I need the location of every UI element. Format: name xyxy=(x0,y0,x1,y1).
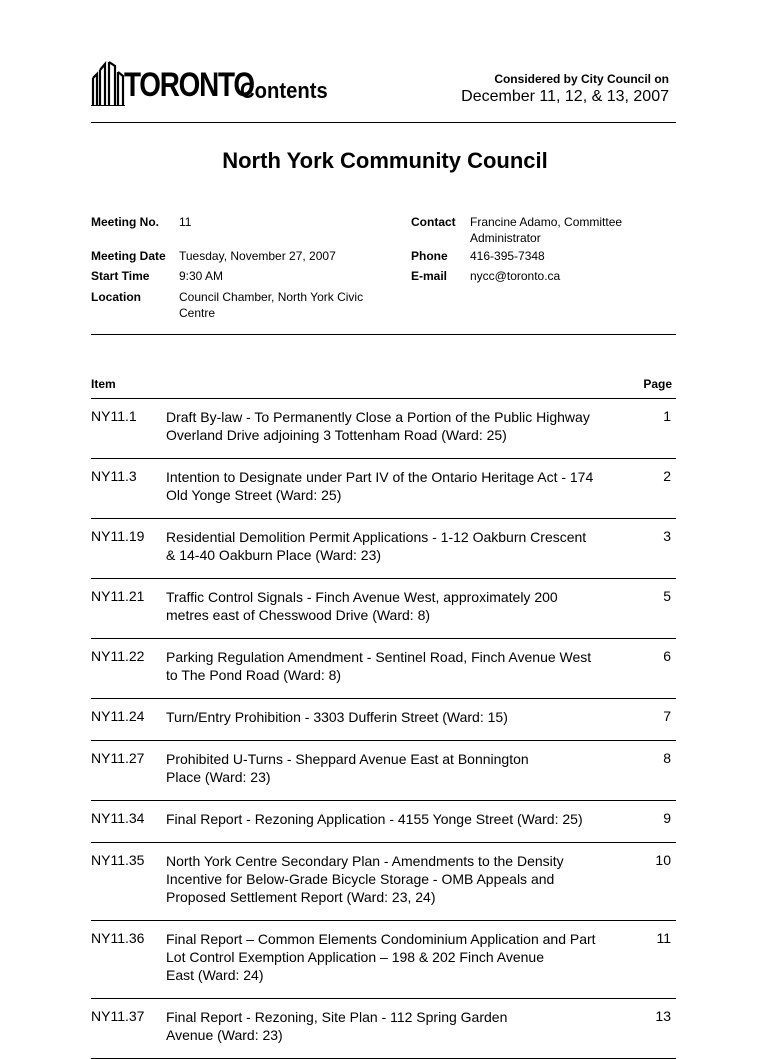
item-description-line: Draft By-law - To Permanently Close a Portion of the Public Highway xyxy=(166,409,590,425)
item-description[interactable] xyxy=(166,852,636,906)
item-description-line: Prohibited U-Turns - Sheppard Avenue East at Bonnington xyxy=(166,751,529,767)
page-column-header: Page xyxy=(643,377,672,391)
item-page-number: 7 xyxy=(663,708,671,724)
table-row[interactable] xyxy=(91,852,676,906)
contact-label: Contact xyxy=(411,215,456,229)
table-row[interactable] xyxy=(91,468,676,504)
item-description[interactable] xyxy=(166,708,636,726)
item-column-header: Item xyxy=(91,377,116,391)
item-description-line: Intention to Designate under Part IV of the Ontario Heritage Act - 174 xyxy=(166,469,594,485)
item-description-line: Final Report - Rezoning, Site Plan - 112 Spring Garden xyxy=(166,1009,508,1025)
item-page-number: 13 xyxy=(655,1008,671,1024)
page-header xyxy=(91,58,676,124)
row-divider xyxy=(91,842,676,843)
meta-divider xyxy=(91,334,676,335)
item-description-line: East (Ward: 24) xyxy=(166,967,264,983)
item-code: NY11.36 xyxy=(91,930,145,946)
item-code: NY11.22 xyxy=(91,648,145,664)
item-description[interactable] xyxy=(166,528,636,564)
header-divider xyxy=(91,122,676,123)
row-divider xyxy=(91,398,676,399)
row-divider xyxy=(91,920,676,921)
item-description-line: Incentive for Below-Grade Bicycle Storage - OMB Appeals and xyxy=(166,871,555,887)
considered-label: Considered by City Council on xyxy=(494,72,669,86)
item-page-number: 3 xyxy=(663,528,671,544)
row-divider xyxy=(91,578,676,579)
item-page-number: 9 xyxy=(663,810,671,826)
item-description[interactable] xyxy=(166,1008,636,1044)
item-description-line: Parking Regulation Amendment - Sentinel Road, Finch Avenue West xyxy=(166,649,592,665)
item-description-line: to The Pond Road (Ward: 8) xyxy=(166,667,342,683)
row-divider xyxy=(91,458,676,459)
item-code: NY11.27 xyxy=(91,750,145,766)
item-description-line: Final Report - Rezoning Application - 4155 Yonge Street (Ward: 25) xyxy=(166,811,583,827)
meeting-date-value: Tuesday, November 27, 2007 xyxy=(179,249,336,263)
city-hall-icon xyxy=(91,60,125,106)
item-description-line: Final Report – Common Elements Condominium Application and Part xyxy=(166,931,596,947)
item-description-line: & 14-40 Oakburn Place (Ward: 23) xyxy=(166,547,382,563)
item-description[interactable] xyxy=(166,408,636,444)
item-description[interactable] xyxy=(166,648,636,684)
table-row[interactable] xyxy=(91,528,676,564)
table-row[interactable] xyxy=(91,750,676,786)
item-description[interactable] xyxy=(166,588,636,624)
meeting-no-label: Meeting No. xyxy=(91,215,159,229)
item-page-number: 2 xyxy=(663,468,671,484)
meeting-date-label: Meeting Date xyxy=(91,249,166,263)
item-description-line: Proposed Settlement Report (Ward: 23, 24) xyxy=(166,889,436,905)
item-description[interactable] xyxy=(166,810,636,828)
item-page-number: 6 xyxy=(663,648,671,664)
item-page-number: 5 xyxy=(663,588,671,604)
location-label: Location xyxy=(91,290,141,304)
item-page-number: 1 xyxy=(663,408,671,424)
item-description[interactable] xyxy=(166,750,636,786)
row-divider xyxy=(91,638,676,639)
location-value-line1: Council Chamber, North York Civic xyxy=(179,290,364,304)
contact-value-line1: Francine Adamo, Committee xyxy=(470,215,623,229)
council-dates: December 11, 12, & 13, 2007 xyxy=(461,88,669,105)
item-description-line: Old Yonge Street (Ward: 25) xyxy=(166,487,342,503)
phone-value: 416-395-7348 xyxy=(470,249,545,263)
item-page-number: 10 xyxy=(655,852,671,868)
item-description-line: Turn/Entry Prohibition - 3303 Dufferin Street (Ward: 15) xyxy=(166,709,508,725)
toronto-logo xyxy=(91,58,331,108)
page-title: North York Community Council xyxy=(222,148,548,173)
item-code: NY11.34 xyxy=(91,810,145,826)
item-description-line: North York Centre Secondary Plan - Amendments to the Density xyxy=(166,853,564,869)
item-code: NY11.3 xyxy=(91,468,137,484)
contents-label: Contents xyxy=(240,78,328,103)
table-row[interactable] xyxy=(91,588,676,624)
start-time-label: Start Time xyxy=(91,269,150,283)
item-description-line: Traffic Control Signals - Finch Avenue West, approximately 200 xyxy=(166,589,558,605)
table-row[interactable] xyxy=(91,408,676,444)
phone-label: Phone xyxy=(411,249,448,263)
item-code: NY11.35 xyxy=(91,852,145,868)
row-divider xyxy=(91,800,676,801)
location-value-line2: Centre xyxy=(179,306,216,320)
table-row[interactable] xyxy=(91,708,676,726)
item-description-line: Residential Demolition Permit Applications - 1-12 Oakburn Crescent xyxy=(166,529,587,545)
item-description-line: metres east of Chesswood Drive (Ward: 8) xyxy=(166,607,431,623)
table-row[interactable] xyxy=(91,1008,676,1044)
start-time-value: 9:30 AM xyxy=(179,269,224,283)
item-page-number: 11 xyxy=(656,930,671,946)
row-divider xyxy=(91,998,676,999)
logo-wordmark: TORONTO xyxy=(124,66,254,104)
email-value[interactable]: nycc@toronto.ca xyxy=(470,269,561,283)
meeting-no-value: 11 xyxy=(179,215,192,229)
item-description[interactable] xyxy=(166,930,636,984)
item-code: NY11.24 xyxy=(91,708,145,724)
email-label: E-mail xyxy=(411,269,448,283)
contact-value-line2: Administrator xyxy=(470,231,541,245)
row-divider xyxy=(91,740,676,741)
item-description-line: Overland Drive adjoining 3 Tottenham Road (Ward: 25) xyxy=(166,427,507,443)
item-description-line: Lot Control Exemption Application – 198 & 202 Finch Avenue xyxy=(166,949,544,965)
row-divider xyxy=(91,518,676,519)
item-code: NY11.21 xyxy=(91,588,145,604)
item-description[interactable] xyxy=(166,468,636,504)
item-code: NY11.19 xyxy=(91,528,145,544)
table-row[interactable] xyxy=(91,648,676,684)
item-code: NY11.37 xyxy=(91,1008,145,1024)
item-code: NY11.1 xyxy=(91,408,137,424)
item-page-number: 8 xyxy=(663,750,671,766)
table-row[interactable] xyxy=(91,930,676,984)
table-row[interactable] xyxy=(91,810,676,828)
row-divider xyxy=(91,698,676,699)
item-description-line: Avenue (Ward: 23) xyxy=(166,1027,283,1043)
item-description-line: Place (Ward: 23) xyxy=(166,769,271,785)
